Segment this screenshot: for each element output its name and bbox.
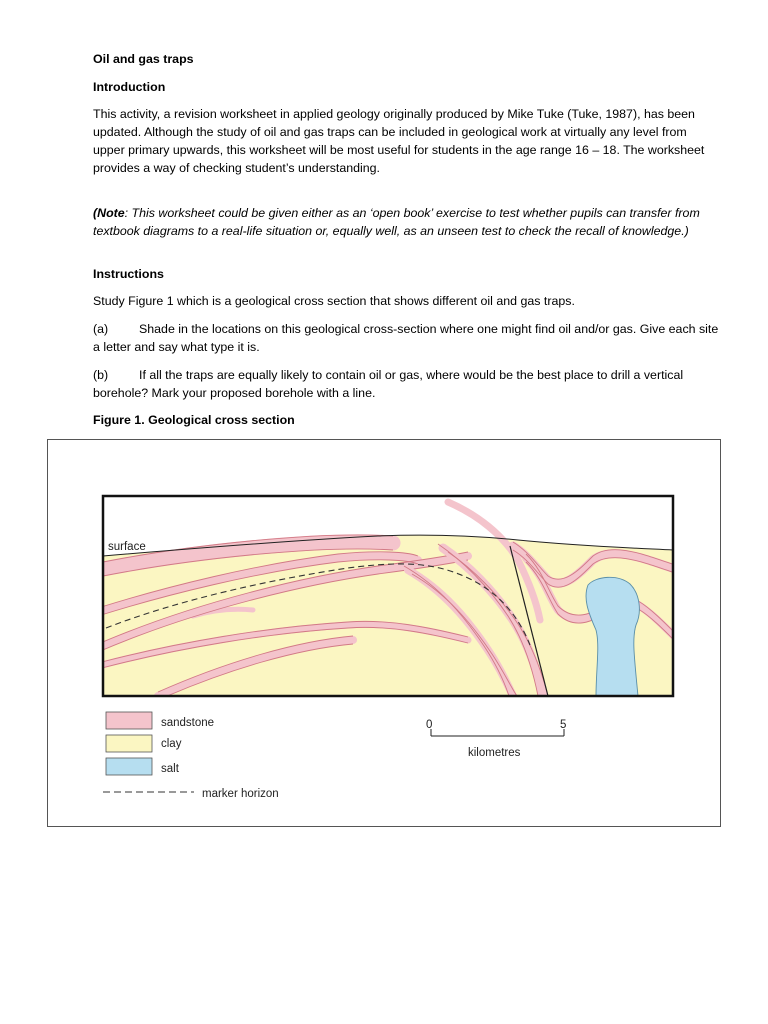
note-text: : This worksheet could be given either as an ‘open book’ exercise to test whether pupils can transfer from textbook diagrams to a real-life situation or, equally well, as an unseen test to check the recall of knowledge.) [93,206,700,238]
legend-swatch-sandstone [106,712,152,729]
intro-heading: Introduction [93,80,166,94]
cross-section-figure [48,440,720,826]
legend-label-sandstone: sandstone [161,717,215,729]
note-label: (Note [93,206,125,220]
scale-start-label: 0 [426,719,433,731]
legend-label-clay: clay [161,738,182,750]
legend-label-salt: salt [161,763,179,775]
item-b-label: (b) [93,368,109,382]
scale-unit-label: kilometres [468,747,521,759]
intro-paragraph: This activity, a revision worksheet in applied geology originally produced by Mike Tuke (Tuke, 1987), has been updated. Although the study of oil and gas traps can be included in geological work at virtually any level from upper primary upwards, this worksheet will be most useful for students in the age range 16 – 18. The worksheet provides a way of checking student’s understanding. [93,107,705,175]
instruction-item-b [93,366,719,402]
surface-label: surface [108,541,146,553]
legend-label-marker: marker horizon [202,788,279,800]
figure-frame [47,439,721,827]
legend-swatch-salt [106,758,152,775]
study-instruction: Study Figure 1 which is a geological cross section that shows different oil and gas traps. [93,294,575,308]
item-a-text: Shade in the locations on this geological cross-section where one might find oil and/or gas. Give each site a letter and say what type it is. [93,322,719,354]
figure-caption: Figure 1. Geological cross section [93,413,295,427]
document-title: Oil and gas traps [93,52,194,66]
legend-swatch-clay [106,735,152,752]
scale-end-label: 5 [560,719,567,731]
cross-section [98,496,678,700]
note-paragraph [93,204,719,240]
item-a-label: (a) [93,322,109,336]
scale-bar [426,719,566,759]
legend [103,712,279,800]
instructions-heading: Instructions [93,267,164,281]
item-b-text: If all the traps are equally likely to contain oil or gas, where would be the best place to drill a vertical borehole? Mark your proposed borehole with a line. [93,368,684,400]
instruction-item-a [93,320,719,356]
